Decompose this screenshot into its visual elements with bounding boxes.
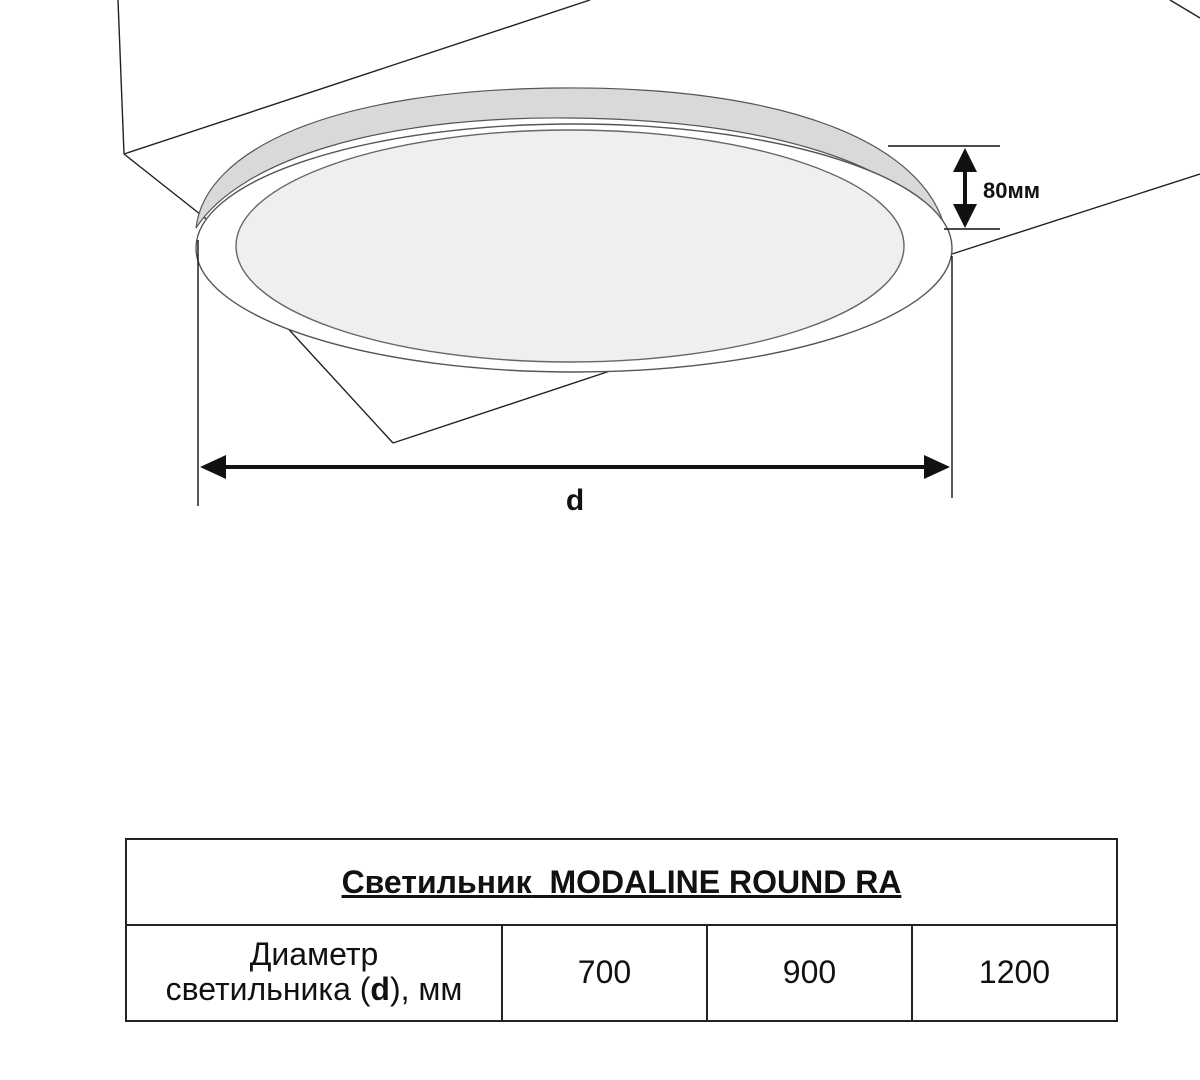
- row-label-line2: светильника (d), мм: [165, 971, 463, 1007]
- diameter-row-label: [127, 924, 503, 1020]
- spec-table: [125, 838, 1118, 1022]
- title-prefix: Светильник: [341, 863, 532, 900]
- diameter-value-cell: 1200: [978, 953, 1051, 990]
- row-label-line1: Диаметр: [249, 935, 379, 972]
- height-label: 80мм: [983, 178, 1041, 203]
- diameter-value-cell: 700: [503, 924, 708, 1020]
- title-model: MODALINE ROUND RA: [549, 863, 902, 900]
- spec-table-title-row: [127, 840, 1116, 926]
- spec-table-data-row: [127, 924, 1116, 1020]
- luminaire-diffuser: [236, 130, 904, 362]
- row-label-d: d: [370, 971, 390, 1007]
- luminaire-body: [196, 88, 952, 372]
- spec-table-title: [342, 864, 902, 901]
- diameter-label: d: [565, 484, 585, 517]
- diameter-value-cell: 900: [708, 924, 913, 1020]
